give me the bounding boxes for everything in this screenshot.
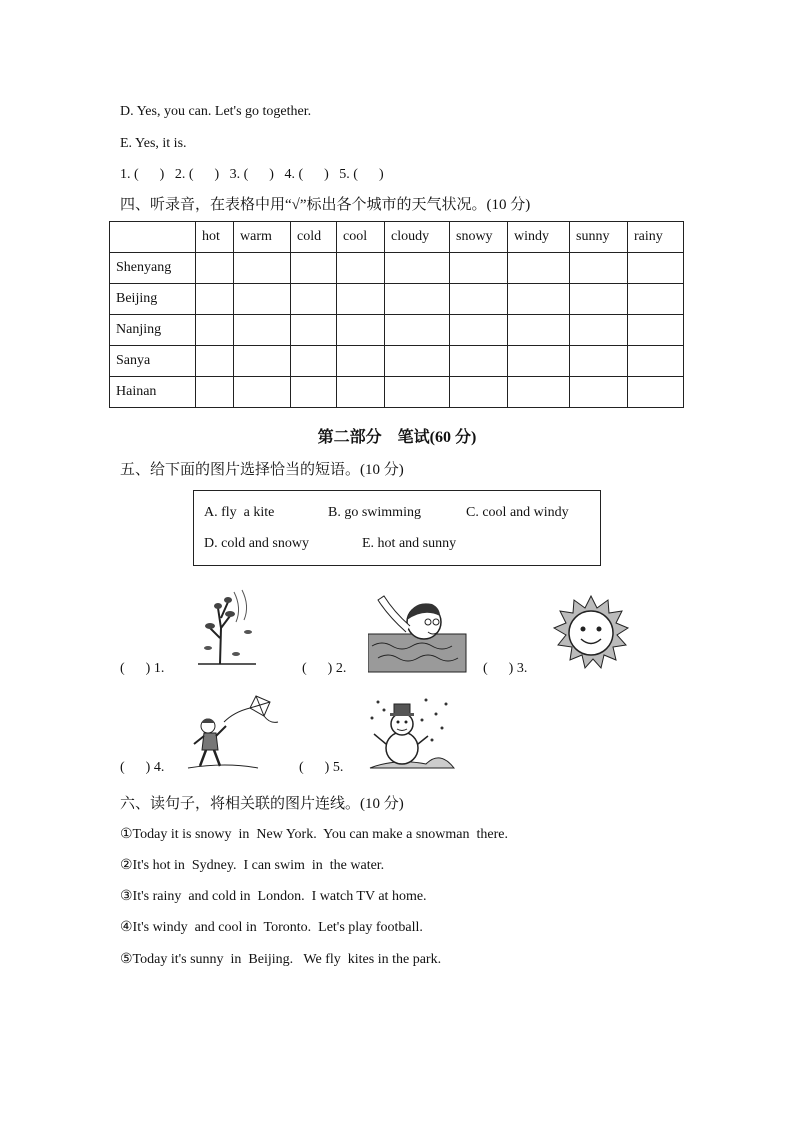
table-row: [110, 284, 684, 315]
phrase-option-d: D. cold and snowy: [204, 536, 309, 551]
phrase-option-b: B. go swimming: [328, 505, 421, 520]
answer-cell[interactable]: [570, 315, 628, 346]
answer-cell[interactable]: [234, 253, 291, 284]
picture-item-4-label: ( ) 4.: [120, 760, 165, 775]
windy-tree-icon: [190, 588, 260, 666]
answer-cell[interactable]: [337, 253, 385, 284]
table-header-cell: snowy: [450, 222, 508, 253]
table-row: [110, 253, 684, 284]
sentence-2: ②It's hot in Sydney. I can swim in the water.: [120, 858, 385, 873]
answer-cell[interactable]: [234, 346, 291, 377]
answer-cell[interactable]: [234, 315, 291, 346]
phrase-option-c: C. cool and windy: [466, 505, 569, 520]
answer-cell[interactable]: [234, 377, 291, 408]
answer-cell[interactable]: [385, 346, 450, 377]
picture-item-5-label: ( ) 5.: [299, 760, 344, 775]
answer-cell[interactable]: [570, 346, 628, 377]
city-cell: Nanjing: [110, 315, 196, 346]
answer-cell[interactable]: [196, 377, 234, 408]
answer-cell[interactable]: [291, 253, 337, 284]
answer-cell[interactable]: [450, 284, 508, 315]
answer-cell[interactable]: [234, 284, 291, 315]
table-header-cell: hot: [196, 222, 234, 253]
city-cell: Shenyang: [110, 253, 196, 284]
city-cell: Beijing: [110, 284, 196, 315]
answer-cell[interactable]: [628, 253, 684, 284]
phrase-options-box: [193, 490, 601, 566]
sun-icon: [548, 594, 634, 672]
answer-cell[interactable]: [291, 346, 337, 377]
answer-cell[interactable]: [508, 284, 570, 315]
picture-item-1-label: ( ) 1.: [120, 661, 165, 676]
answer-cell[interactable]: [450, 315, 508, 346]
table-header-cell: [110, 222, 196, 253]
answer-cell[interactable]: [291, 315, 337, 346]
answer-cell[interactable]: [628, 346, 684, 377]
picture-item-3-label: ( ) 3.: [483, 661, 528, 676]
answer-cell[interactable]: [508, 377, 570, 408]
phrase-option-e: E. hot and sunny: [362, 536, 457, 551]
part2-title: 第二部分 笔试(60 分): [317, 429, 477, 446]
answer-cell[interactable]: [450, 377, 508, 408]
answer-cell[interactable]: [628, 377, 684, 408]
table-header-cell: sunny: [570, 222, 628, 253]
answer-cell[interactable]: [196, 315, 234, 346]
answer-cell[interactable]: [291, 377, 337, 408]
answer-cell[interactable]: [337, 346, 385, 377]
table-header-cell: cold: [291, 222, 337, 253]
sentence-5: ⑤Today it's sunny in Beijing. We fly kites in the park.: [120, 952, 442, 967]
kite-boy-icon: [186, 692, 280, 772]
answer-cell[interactable]: [337, 315, 385, 346]
answer-cell[interactable]: [337, 284, 385, 315]
weather-table: [109, 221, 684, 408]
answer-cell[interactable]: [385, 377, 450, 408]
snowman-icon: [366, 694, 456, 772]
answer-cell[interactable]: [508, 346, 570, 377]
answer-cell[interactable]: [508, 253, 570, 284]
picture-item-2-label: ( ) 2.: [302, 661, 347, 676]
table-row: [110, 377, 684, 408]
answer-cell[interactable]: [450, 253, 508, 284]
table-header-row: [110, 222, 684, 253]
city-cell: Sanya: [110, 346, 196, 377]
answer-cell[interactable]: [385, 284, 450, 315]
answer-cell[interactable]: [570, 253, 628, 284]
sentence-1: ①Today it is snowy in New York. You can make a snowman there.: [120, 827, 508, 842]
answer-cell[interactable]: [628, 284, 684, 315]
answer-cell[interactable]: [196, 253, 234, 284]
swimmer-icon: [368, 592, 468, 674]
table-row: [110, 346, 684, 377]
answer-cell[interactable]: [628, 315, 684, 346]
table-header-cell: cool: [337, 222, 385, 253]
answer-cell[interactable]: [337, 377, 385, 408]
table-row: [110, 315, 684, 346]
section6-title: 六、读句子，将相关联的图片连线。(10 分): [120, 796, 404, 812]
answer-cell[interactable]: [508, 315, 570, 346]
table-header-cell: rainy: [628, 222, 684, 253]
answer-cell[interactable]: [570, 284, 628, 315]
answer-cell[interactable]: [570, 377, 628, 408]
answer-row: 1. ( ) 2. ( ) 3. ( ) 4. ( ) 5. ( ): [120, 167, 384, 182]
answer-cell[interactable]: [196, 284, 234, 315]
table-header-cell: windy: [508, 222, 570, 253]
answer-cell[interactable]: [385, 253, 450, 284]
answer-cell[interactable]: [291, 284, 337, 315]
option-e: E. Yes, it is.: [120, 136, 187, 151]
option-d: D. Yes, you can. Let's go together.: [120, 104, 312, 119]
sentence-4: ④It's windy and cool in Toronto. Let's play football.: [120, 920, 423, 935]
table-header-cell: cloudy: [385, 222, 450, 253]
city-cell: Hainan: [110, 377, 196, 408]
section4-title: 四、听录音，在表格中用“√”标出各个城市的天气状况。(10 分): [120, 197, 531, 213]
answer-cell[interactable]: [385, 315, 450, 346]
table-header-cell: warm: [234, 222, 291, 253]
answer-cell[interactable]: [450, 346, 508, 377]
sentence-3: ③It's rainy and cold in London. I watch TV at home.: [120, 889, 427, 904]
section5-title: 五、给下面的图片选择恰当的短语。(10 分): [120, 462, 404, 478]
phrase-option-a: A. fly a kite: [204, 505, 275, 520]
answer-cell[interactable]: [196, 346, 234, 377]
